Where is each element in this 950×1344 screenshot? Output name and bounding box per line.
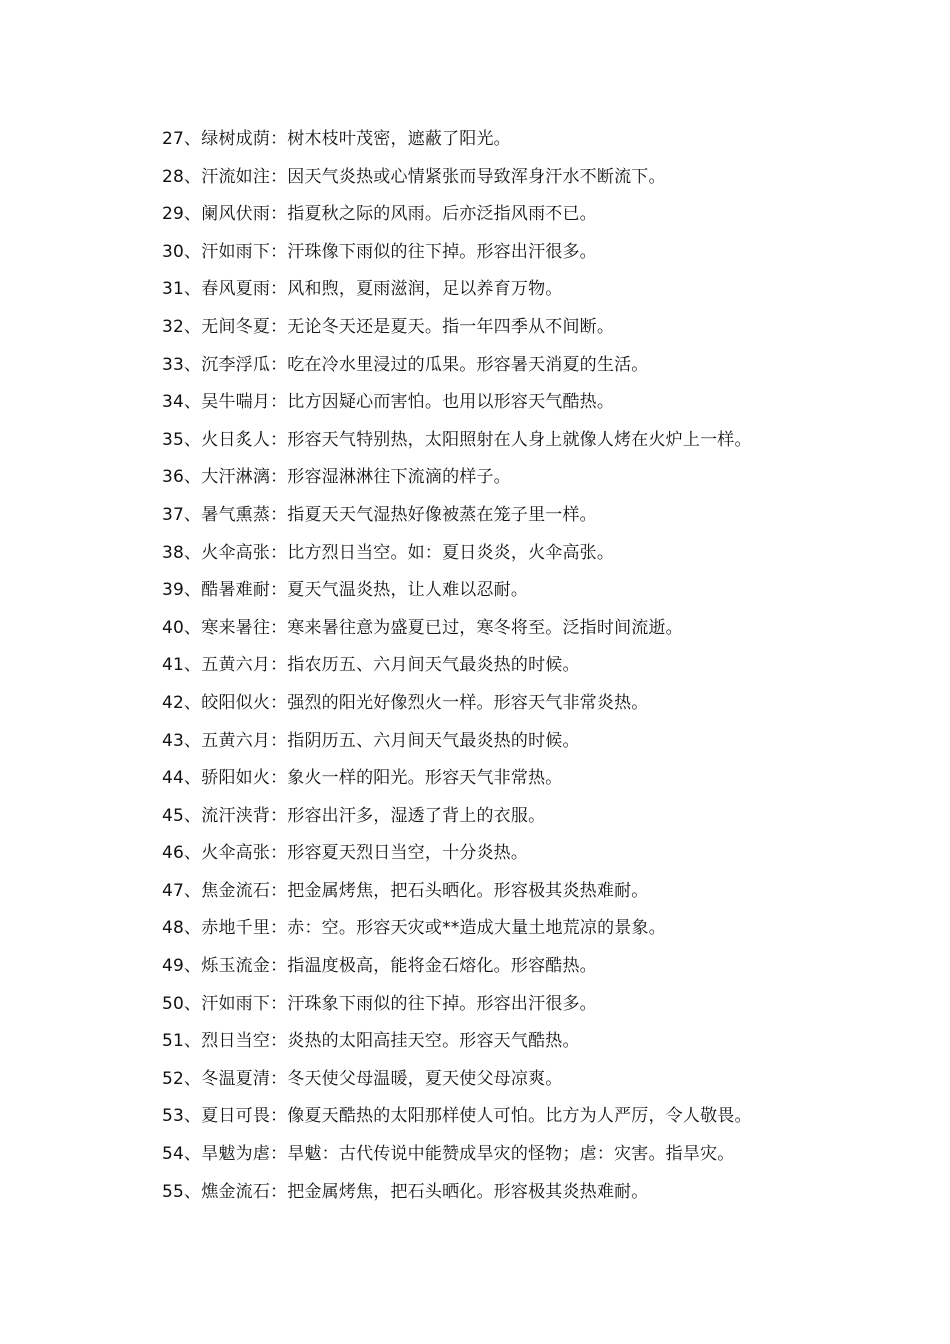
entry-number: 55 (162, 1181, 185, 1202)
entry-separator: 、 (184, 918, 202, 939)
entry-number: 43 (162, 730, 185, 751)
entry-separator: 、 (184, 880, 202, 901)
idiom-entry (162, 685, 882, 723)
idiom-term: 烈日当空 (201, 1031, 271, 1052)
idiom-term: 燋金流石 (201, 1181, 271, 1202)
idiom-definition: 形容湿淋淋往下流滴的样子。 (287, 467, 511, 488)
idiom-term: 汗流如注 (201, 166, 271, 187)
idiom-definition: 指阴历五、六月间天气最炎热的时候。 (287, 730, 580, 751)
entry-number: 34 (162, 392, 185, 413)
idiom-term: 夏日可畏 (201, 1106, 271, 1127)
entry-number: 50 (162, 993, 185, 1014)
idiom-term: 吴牛喘月 (201, 392, 271, 413)
entry-colon: ： (270, 843, 288, 864)
entry-separator: 、 (184, 1144, 202, 1165)
idiom-definition: 寒来暑往意为盛夏已过，寒冬将至。泛指时间流逝。 (287, 617, 683, 638)
idiom-term: 皎阳似火 (201, 692, 271, 713)
idiom-term: 火伞高张 (201, 843, 271, 864)
idiom-entry (162, 1098, 882, 1136)
entry-separator: 、 (184, 580, 202, 601)
entry-number: 44 (162, 768, 185, 789)
entry-separator: 、 (184, 279, 202, 300)
idiom-term: 汗如雨下 (201, 241, 271, 262)
entry-separator: 、 (184, 1068, 202, 1089)
entry-colon: ： (270, 880, 288, 901)
idiom-term: 绿树成荫 (201, 129, 271, 149)
entry-colon: ： (270, 392, 288, 413)
entry-number: 31 (162, 279, 185, 300)
idiom-term: 赤地千里 (201, 918, 271, 939)
idiom-definition: 旱魃：古代传说中能赞成旱灾的怪物；虐：灾害。指旱灾。 (287, 1144, 735, 1165)
idiom-definition: 形容天气特别热，太阳照射在人身上就像人烤在火炉上一样。 (287, 429, 752, 450)
entry-number: 46 (162, 843, 185, 864)
entry-separator: 、 (184, 542, 202, 563)
idiom-definition: 汗珠像下雨似的往下掉。形容出汗很多。 (287, 241, 597, 262)
entry-number: 40 (162, 617, 185, 638)
idiom-definition: 把金属烤焦，把石头晒化。形容极其炎热难耐。 (287, 880, 649, 901)
idiom-definition: 象火一样的阳光。形容天气非常热。 (287, 768, 563, 789)
idiom-definition: 形容夏天烈日当空，十分炎热。 (287, 843, 529, 864)
idiom-definition: 炎热的太阳高挂天空。形容天气酷热。 (287, 1031, 580, 1052)
entry-number: 38 (162, 542, 185, 563)
entry-number: 49 (162, 956, 185, 977)
entry-colon: ： (270, 429, 288, 450)
idiom-definition: 像夏天酷热的太阳那样使人可怕。比方为人严厉，令人敬畏。 (287, 1106, 752, 1127)
entry-number: 41 (162, 655, 185, 676)
entry-separator: 、 (184, 316, 202, 337)
entry-separator: 、 (184, 354, 202, 375)
idiom-term: 火日炙人 (201, 429, 271, 450)
entry-number: 37 (162, 504, 185, 525)
idiom-entry (162, 459, 882, 497)
idiom-entry (162, 647, 882, 685)
entry-colon: ： (270, 1144, 288, 1165)
idiom-entry (162, 1061, 882, 1099)
entry-separator: 、 (184, 166, 202, 187)
entry-colon: ： (270, 730, 288, 751)
entry-colon: ： (270, 354, 288, 375)
entry-separator: 、 (184, 429, 202, 450)
entry-separator: 、 (184, 956, 202, 977)
idiom-term: 酷暑难耐 (201, 580, 271, 601)
idiom-term: 汗如雨下 (201, 993, 271, 1014)
entry-separator: 、 (184, 129, 202, 149)
entry-separator: 、 (184, 1106, 202, 1127)
idiom-definition: 比方因疑心而害怕。也用以形容天气酷热。 (287, 392, 615, 413)
entry-separator: 、 (184, 617, 202, 638)
entry-number: 52 (162, 1068, 185, 1089)
idiom-definition: 强烈的阳光好像烈火一样。形容天气非常炎热。 (287, 692, 649, 713)
idiom-entry (162, 196, 882, 234)
entry-number: 36 (162, 467, 185, 488)
entry-colon: ： (270, 993, 288, 1014)
idiom-entry (162, 610, 882, 648)
idiom-entry (162, 234, 882, 272)
idiom-definition: 吃在冷水里浸过的瓜果。形容暑天消夏的生活。 (287, 354, 649, 375)
entry-number: 53 (162, 1106, 185, 1127)
idiom-term: 骄阳如火 (201, 768, 271, 789)
entry-number: 54 (162, 1144, 185, 1165)
idiom-definition: 指温度极高，能将金石熔化。形容酷热。 (287, 956, 597, 977)
idiom-entry (162, 835, 882, 873)
idiom-term: 冬温夏清 (201, 1068, 271, 1089)
idiom-entry (162, 271, 882, 309)
idiom-entry (162, 159, 882, 197)
entry-colon: ： (270, 768, 288, 789)
entry-separator: 、 (184, 1181, 202, 1202)
entry-number: 28 (162, 166, 185, 187)
idiom-entry (162, 723, 882, 761)
entry-number: 48 (162, 918, 185, 939)
entry-number: 35 (162, 429, 185, 450)
entry-colon: ： (270, 1181, 288, 1202)
idiom-definition: 风和煦，夏雨滋润，足以养育万物。 (287, 279, 563, 300)
entry-colon: ： (270, 692, 288, 713)
entry-separator: 、 (184, 1031, 202, 1052)
idiom-entry (162, 1174, 882, 1212)
entry-separator: 、 (184, 392, 202, 413)
idiom-term: 烁玉流金 (201, 956, 271, 977)
idiom-list (162, 121, 882, 1211)
entry-colon: ： (270, 316, 288, 337)
idiom-term: 春风夏雨 (201, 279, 271, 300)
idiom-definition: 比方烈日当空。如：夏日炎炎，火伞高张。 (287, 542, 615, 563)
entry-colon: ： (270, 241, 288, 262)
idiom-definition: 指农历五、六月间天气最炎热的时候。 (287, 655, 580, 676)
idiom-entry (162, 948, 882, 986)
idiom-term: 火伞高张 (201, 542, 271, 563)
entry-separator: 、 (184, 655, 202, 676)
entry-separator: 、 (184, 467, 202, 488)
idiom-definition: 冬天使父母温暖，夏天使父母凉爽。 (287, 1068, 563, 1089)
idiom-entry (162, 497, 882, 535)
idiom-term: 五黄六月 (201, 655, 271, 676)
entry-colon: ： (270, 1068, 288, 1089)
idiom-entry (162, 1136, 882, 1174)
entry-colon: ： (270, 1031, 288, 1052)
idiom-entry (162, 309, 882, 347)
idiom-definition: 赤：空。形容天灾或**造成大量土地荒凉的景象。 (287, 918, 666, 939)
idiom-term: 流汗浃背 (201, 805, 271, 826)
entry-separator: 、 (184, 843, 202, 864)
entry-colon: ： (270, 542, 288, 563)
entry-colon: ： (270, 467, 288, 488)
idiom-definition: 指夏秋之际的风雨。后亦泛指风雨不已。 (287, 204, 597, 225)
idiom-definition: 把金属烤焦，把石头晒化。形容极其炎热难耐。 (287, 1181, 649, 1202)
entry-number: 45 (162, 805, 185, 826)
idiom-definition: 形容出汗多，湿透了背上的衣服。 (287, 805, 546, 826)
idiom-entry (162, 1023, 882, 1061)
idiom-entry (162, 572, 882, 610)
idiom-entry (162, 347, 882, 385)
entry-colon: ： (270, 129, 288, 149)
idiom-entry (162, 986, 882, 1024)
entry-separator: 、 (184, 692, 202, 713)
idiom-term: 暑气熏蒸 (201, 504, 271, 525)
idiom-entry (162, 121, 882, 159)
entry-separator: 、 (184, 993, 202, 1014)
idiom-term: 五黄六月 (201, 730, 271, 751)
entry-separator: 、 (184, 504, 202, 525)
entry-separator: 、 (184, 204, 202, 225)
entry-colon: ： (270, 655, 288, 676)
idiom-term: 寒来暑往 (201, 617, 271, 638)
entry-number: 32 (162, 316, 185, 337)
idiom-term: 大汗淋漓 (201, 467, 271, 488)
entry-colon: ： (270, 956, 288, 977)
idiom-definition: 夏天气温炎热，让人难以忍耐。 (287, 580, 529, 601)
idiom-term: 阑风伏雨 (201, 204, 271, 225)
entry-colon: ： (270, 1106, 288, 1127)
entry-separator: 、 (184, 768, 202, 789)
entry-colon: ： (270, 166, 288, 187)
entry-colon: ： (270, 918, 288, 939)
entry-colon: ： (270, 580, 288, 601)
entry-colon: ： (270, 805, 288, 826)
idiom-entry (162, 910, 882, 948)
idiom-definition: 无论冬天还是夏天。指一年四季从不间断。 (287, 316, 615, 337)
idiom-definition: 因天气炎热或心情紧张而导致浑身汗水不断流下。 (287, 166, 666, 187)
entry-number: 42 (162, 692, 185, 713)
entry-separator: 、 (184, 730, 202, 751)
entry-colon: ： (270, 617, 288, 638)
idiom-entry (162, 384, 882, 422)
entry-number: 33 (162, 354, 185, 375)
idiom-entry (162, 873, 882, 911)
entry-number: 51 (162, 1031, 185, 1052)
entry-colon: ： (270, 204, 288, 225)
idiom-term: 旱魃为虐 (201, 1144, 271, 1165)
idiom-definition: 汗珠象下雨似的往下掉。形容出汗很多。 (287, 993, 597, 1014)
idiom-definition: 树木枝叶茂密，遮蔽了阳光。 (287, 129, 511, 149)
idiom-entry (162, 798, 882, 836)
entry-number: 27 (162, 129, 185, 149)
idiom-definition: 指夏天天气湿热好像被蒸在笼子里一样。 (287, 504, 597, 525)
entry-number: 29 (162, 204, 185, 225)
idiom-entry (162, 760, 882, 798)
idiom-entry (162, 422, 882, 460)
entry-colon: ： (270, 504, 288, 525)
idiom-term: 焦金流石 (201, 880, 271, 901)
entry-separator: 、 (184, 241, 202, 262)
idiom-term: 无间冬夏 (201, 316, 271, 337)
entry-number: 39 (162, 580, 185, 601)
idiom-entry (162, 535, 882, 573)
entry-number: 47 (162, 880, 185, 901)
entry-colon: ： (270, 279, 288, 300)
idiom-term: 沉李浮瓜 (201, 354, 271, 375)
entry-number: 30 (162, 241, 185, 262)
entry-separator: 、 (184, 805, 202, 826)
